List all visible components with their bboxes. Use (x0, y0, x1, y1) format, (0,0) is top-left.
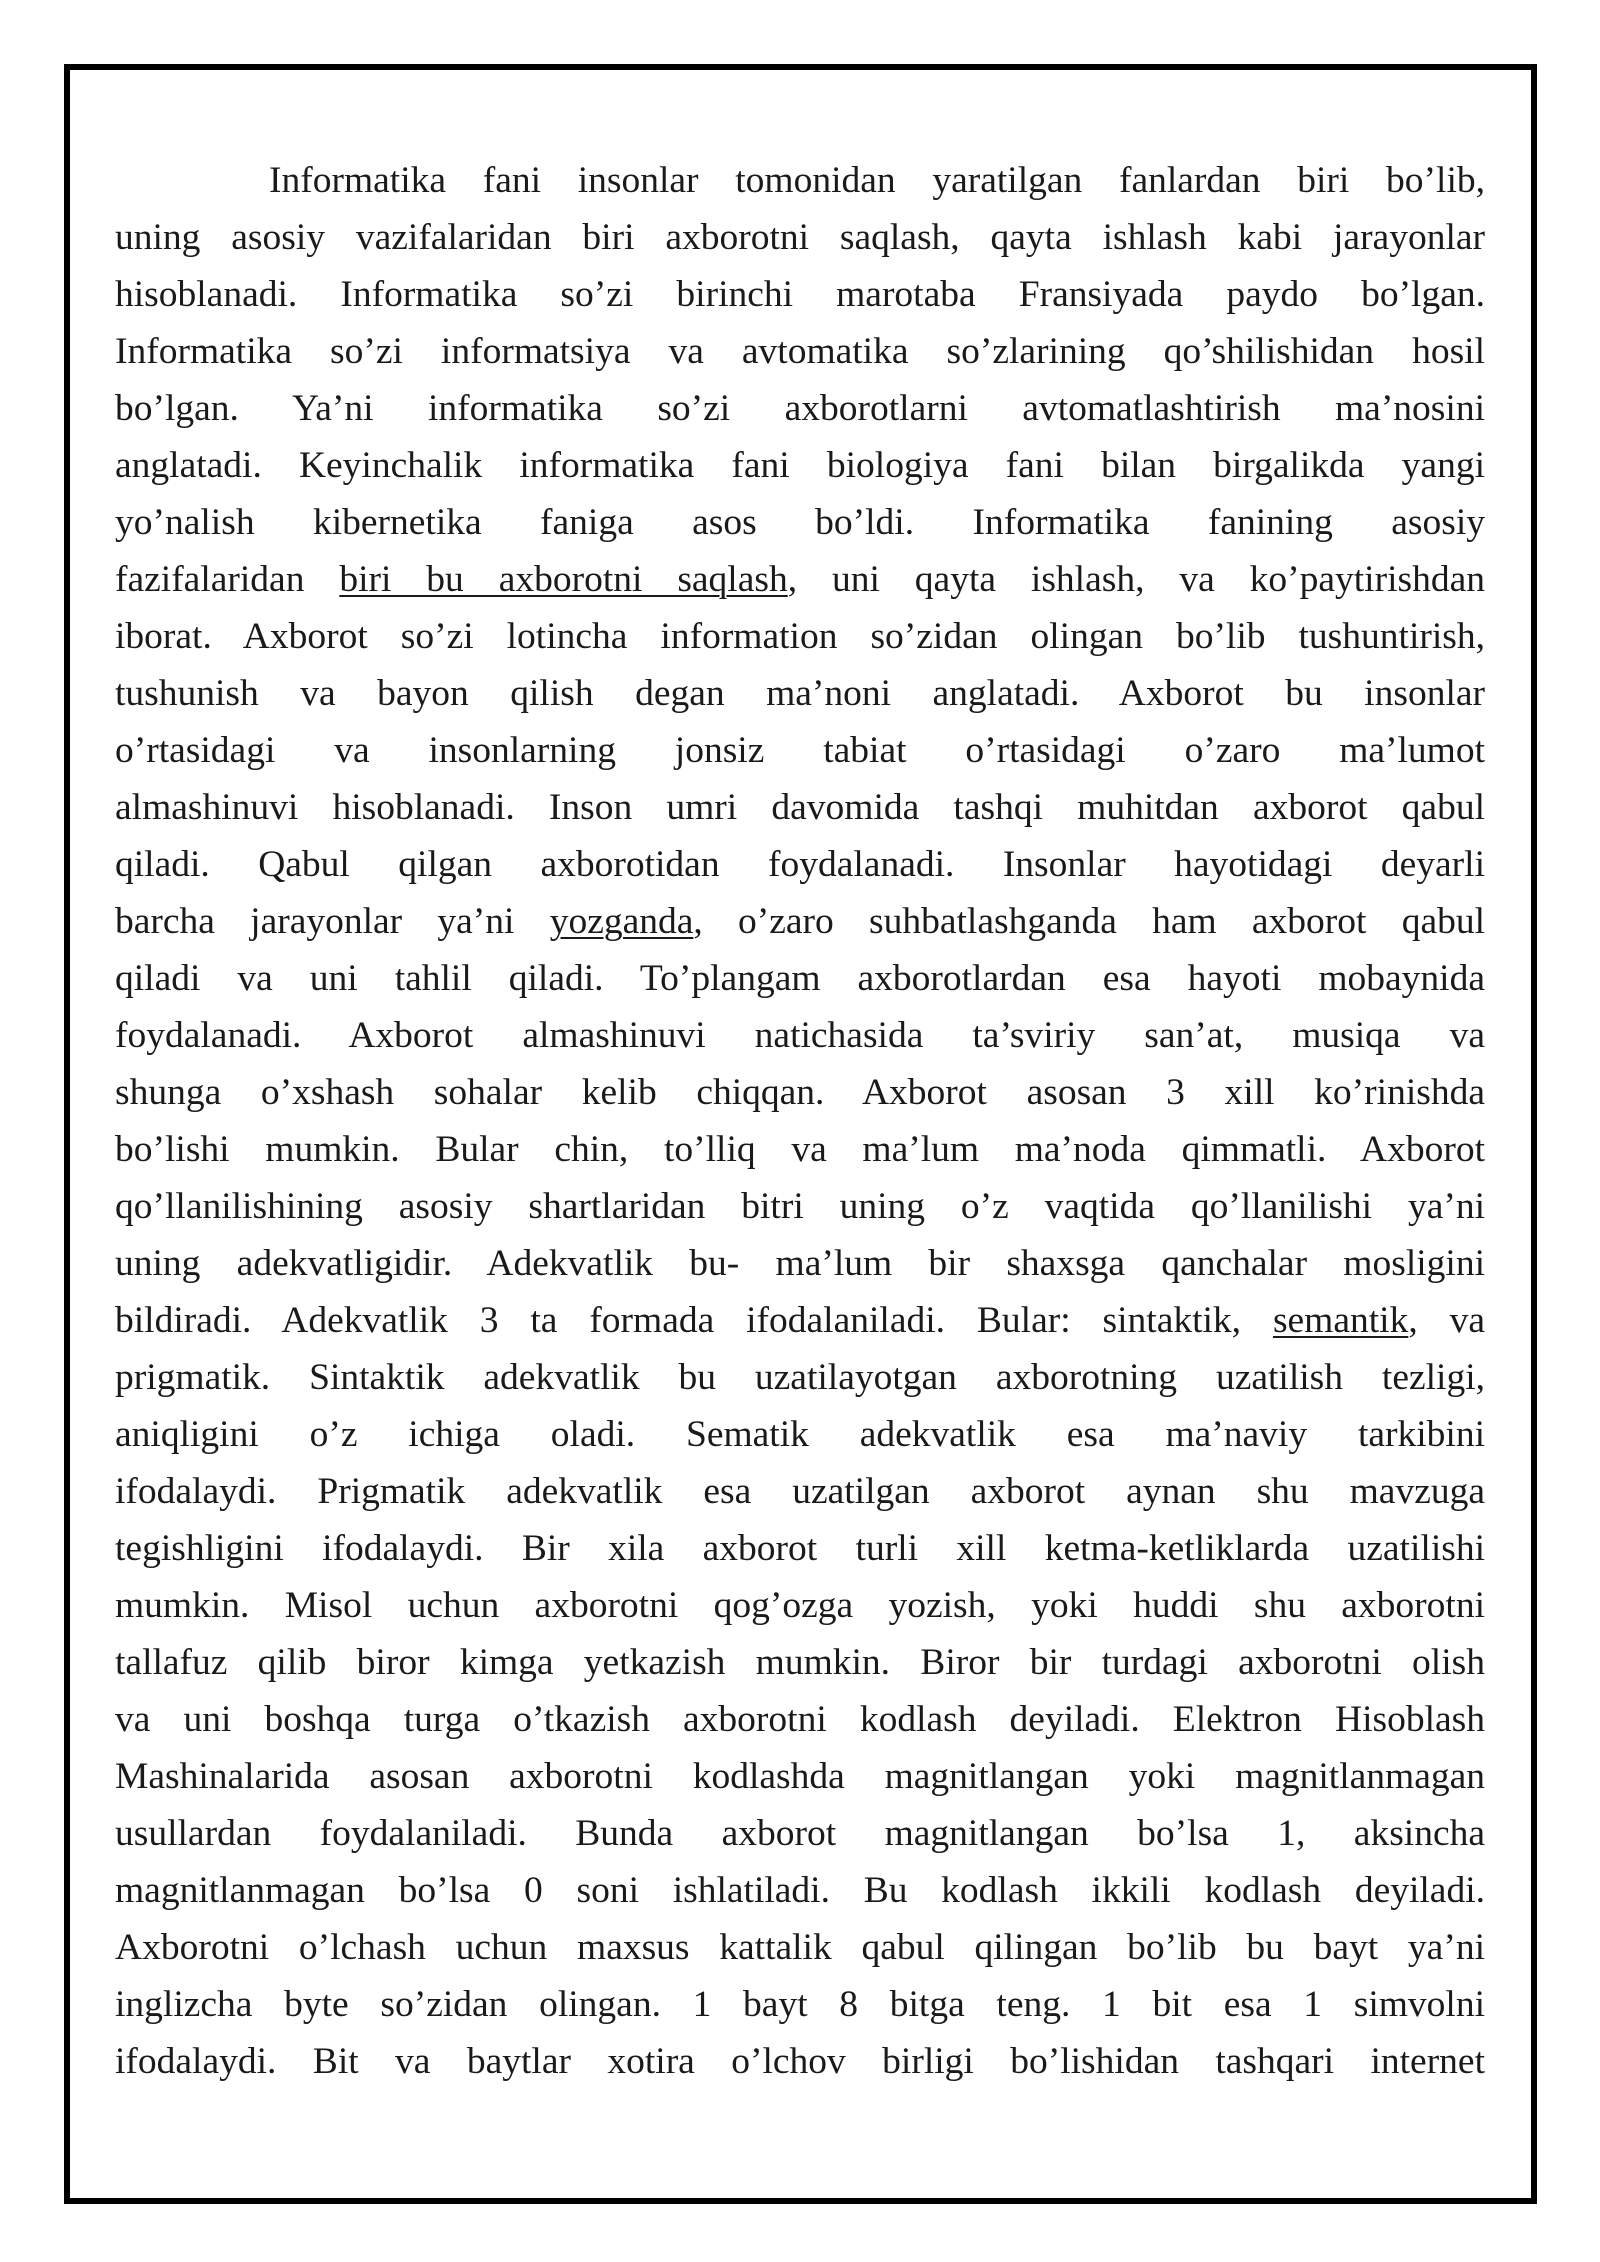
text-line (115, 1235, 1485, 1292)
text-line (115, 152, 1485, 209)
text-segment: foydalanadi. Axborot almashinuvi natichasida ta’sviriy san’at, musiqa va (115, 1015, 1485, 1056)
text-segment: va uni boshqa turga o’tkazish axborotni kodlash deyiladi. Elektron Hisoblash (115, 1699, 1485, 1740)
text-line (115, 1007, 1485, 1064)
text-line (115, 1862, 1485, 1919)
text-segment: , va (1408, 1300, 1485, 1341)
text-segment: qo’llanilishining asosiy shartlaridan bitri uning o’z vaqtida qo’llanilishi ya’ni (115, 1186, 1485, 1227)
text-line (115, 209, 1485, 266)
text-line (115, 551, 1485, 608)
text-line (115, 1463, 1485, 1520)
text-segment: Axborotni o’lchash uchun maxsus kattalik qabul qilingan bo’lib bu bayt ya’ni (115, 1927, 1485, 1968)
text-line (115, 950, 1485, 1007)
text-segment: tegishligini ifodalaydi. Bir xila axborot turli xill ketma-ketliklarda uzatilishi (115, 1528, 1485, 1569)
text-segment: iborat. Axborot so’zi lotincha information so’zidan olingan bo’lib tushuntirish, (115, 616, 1485, 657)
text-segment: qiladi. Qabul qilgan axborotidan foydalanadi. Insonlar hayotidagi deyarli (115, 844, 1485, 885)
text-segment: yo’nalish kibernetika faniga asos bo’ldi. Informatika fanining asosiy (115, 502, 1485, 543)
text-segment: barcha jarayonlar ya’ni (115, 901, 550, 942)
text-line (115, 1292, 1485, 1349)
text-segment: shunga o’xshash sohalar kelib chiqqan. Axborot asosan 3 xill ko’rinishda (115, 1072, 1485, 1113)
text-line (115, 1691, 1485, 1748)
text-segment: uning asosiy vazifalaridan biri axborotni saqlash, qayta ishlash kabi jarayonlar (115, 217, 1485, 258)
underlined-phrase: yozganda (549, 901, 694, 942)
underlined-phrase: biri bu axborotni saqlash (339, 559, 788, 600)
text-line (115, 608, 1485, 665)
text-segment: qiladi va uni tahlil qiladi. To’plangam axborotlardan esa hayoti mobaynida (115, 958, 1485, 999)
text-line (115, 2033, 1485, 2090)
text-segment: bildiradi. Adekvatlik 3 ta formada ifodalaniladi. Bular: sintaktik, (115, 1300, 1273, 1341)
text-line (115, 779, 1485, 836)
text-segment: magnitlanmagan bo’lsa 0 soni ishlatiladi. Bu kodlash ikkili kodlash deyiladi. (115, 1870, 1485, 1911)
underlined-phrase: semantik (1272, 1300, 1409, 1341)
text-segment: , o’zaro suhbatlashganda ham axborot qabul (693, 901, 1485, 942)
text-segment: o’rtasidagi va insonlarning jonsiz tabiat o’rtasidagi o’zaro ma’lumot (115, 730, 1485, 771)
text-line (115, 1805, 1485, 1862)
text-segment: Mashinalarida asosan axborotni kodlashda magnitlangan yoki magnitlanmagan (115, 1756, 1485, 1797)
text-segment: ifodalaydi. Prigmatik adekvatlik esa uzatilgan axborot aynan shu mavzuga (115, 1471, 1485, 1512)
text-line (115, 380, 1485, 437)
text-line (115, 893, 1485, 950)
text-line (115, 1520, 1485, 1577)
text-line (115, 1748, 1485, 1805)
text-line (115, 1349, 1485, 1406)
text-segment: hisoblanadi. Informatika so’zi birinchi marotaba Fransiyada paydo bo’lgan. (115, 274, 1485, 315)
text-line (115, 1178, 1485, 1235)
text-line (115, 494, 1485, 551)
text-line (115, 1406, 1485, 1463)
text-segment: mumkin. Misol uchun axborotni qog’ozga yozish, yoki huddi shu axborotni (115, 1585, 1485, 1626)
text-segment: bo’lishi mumkin. Bular chin, to’lliq va ma’lum ma’noda qimmatli. Axborot (115, 1129, 1485, 1170)
text-segment: , uni qayta ishlash, va ko’paytirishdan (787, 559, 1485, 600)
text-line (115, 437, 1485, 494)
text-segment: tallafuz qilib biror kimga yetkazish mumkin. Biror bir turdagi axborotni olish (115, 1642, 1485, 1683)
text-line (115, 1121, 1485, 1178)
text-line (115, 1976, 1485, 2033)
text-segment: prigmatik. Sintaktik adekvatlik bu uzatilayotgan axborotning uzatilish tezligi, (115, 1357, 1485, 1398)
text-segment: Informatika fani insonlar tomonidan yaratilgan fanlardan biri bo’lib, (269, 160, 1485, 201)
text-line (115, 1919, 1485, 1976)
text-segment: fazifalaridan (115, 559, 340, 600)
text-line (115, 1634, 1485, 1691)
text-segment: tushunish va bayon qilish degan ma’noni anglatadi. Axborot bu insonlar (115, 673, 1485, 714)
text-segment: anglatadi. Keyinchalik informatika fani biologiya fani bilan birgalikda yangi (115, 445, 1485, 486)
text-segment: ifodalaydi. Bit va baytlar xotira o’lchov birligi bo’lishidan tashqari internet (115, 2041, 1485, 2082)
text-segment: usullardan foydalaniladi. Bunda axborot magnitlangan bo’lsa 1, aksincha (115, 1813, 1485, 1854)
text-line (115, 1064, 1485, 1121)
document-body-text (115, 152, 1485, 2090)
text-segment: Informatika so’zi informatsiya va avtomatika so’zlarining qo’shilishidan hosil (115, 331, 1485, 372)
text-segment: aniqligini o’z ichiga oladi. Sematik adekvatlik esa ma’naviy tarkibini (115, 1414, 1485, 1455)
text-line (115, 266, 1485, 323)
text-line (115, 722, 1485, 779)
text-segment: bo’lgan. Ya’ni informatika so’zi axborotlarni avtomatlashtirish ma’nosini (115, 388, 1485, 429)
text-line (115, 836, 1485, 893)
text-line (115, 1577, 1485, 1634)
text-segment: inglizcha byte so’zidan olingan. 1 bayt 8 bitga teng. 1 bit esa 1 simvolni (115, 1984, 1485, 2025)
text-line (115, 323, 1485, 380)
text-segment: uning adekvatligidir. Adekvatlik bu- ma’lum bir shaxsga qanchalar mosligini (115, 1243, 1485, 1284)
text-line (115, 665, 1485, 722)
text-segment: almashinuvi hisoblanadi. Inson umri davomida tashqi muhitdan axborot qabul (115, 787, 1485, 828)
